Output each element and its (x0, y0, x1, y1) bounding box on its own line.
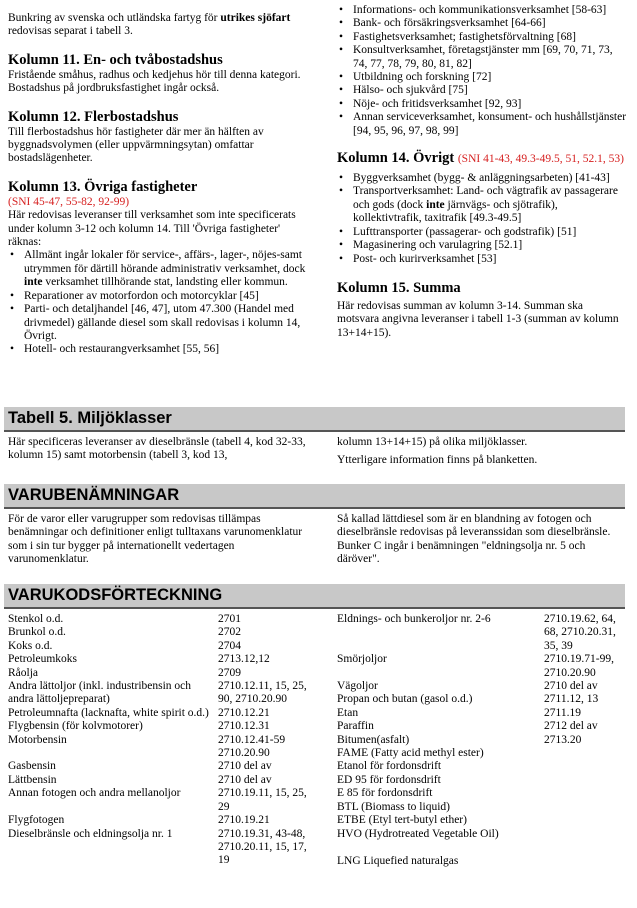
tabell-5-left-text: Här specificeras leveranser av dieselbränsle (tabell 4, kod 32-33, kolumn 15) samt motorbensin (tabell 3, kod 13, (8, 436, 306, 462)
table-row (337, 774, 627, 787)
product-name: Etanol för fordonsdrift (337, 760, 442, 773)
list-item: • Annan serviceverksamhet, konsument- och hushållstjänster [94, 95, 96, 97, 98, 99] (337, 111, 627, 138)
kolumn-12-text: Till flerbostadshus hör fastigheter där mer än hälften av byggnadsvolymen (eller uppvärmningsytan) omfattar bostadslägenheter. (8, 125, 264, 165)
table-row (8, 680, 308, 707)
table-row (8, 814, 308, 827)
list-item: • Nöje- och fritidsverksamhet [92, 93] (337, 98, 627, 111)
tabell-5-header (4, 407, 625, 432)
product-code: 2713.20 (544, 733, 582, 746)
product-name: Bitumen(asfalt) (337, 733, 410, 746)
varukod-table-right (337, 613, 627, 841)
product-name: Andra lättoljor (inkl. industribensin och andra lättoljepreparat) (8, 680, 192, 706)
product-name: Stenkol o.d. (8, 613, 64, 625)
product-name: Annan fotogen och andra mellanoljor (8, 787, 181, 800)
product-name: Råolja (8, 666, 39, 679)
table-row (8, 760, 308, 773)
kolumn-15-text: Här redovisas summan av kolumn 3-14. Summan ska motsvara angivna leveranser i tabell 1-3 (summan av kolumn 13+14+15). (337, 299, 619, 339)
product-code (544, 814, 627, 827)
table-row (8, 653, 308, 666)
product-code (544, 828, 627, 841)
kolumn-13-heading: Kolumn 13. Övriga fastigheter (8, 178, 198, 195)
table-row (337, 653, 627, 680)
product-code (544, 801, 627, 814)
varukodsforteckning-header (4, 584, 625, 609)
list-item: • Byggverksamhet (bygg- & anläggningsarbeten) [41-43] (337, 172, 627, 185)
product-name: FAME (Fatty acid methyl ester) (337, 747, 484, 760)
varubenamningar-right-text: Så kallad lättdiesel som är en blandning av fotogen och dieselbränsle redovisas på leveranssidan som dieselbränsle. Bunker C ingår i benämningen "eldningsolja nr. 5 och däröver". (337, 513, 611, 566)
lng-item: LNG Liquefied naturalgas (337, 854, 459, 867)
table-row (8, 626, 308, 639)
product-name: Petroleumkoks (8, 653, 77, 666)
product-code: 2710.12.21 (218, 706, 270, 719)
varukod-table-left (8, 613, 308, 868)
product-code (544, 747, 627, 760)
table-row (8, 734, 308, 761)
product-code: 2709 (218, 666, 241, 679)
varukod-right-block (337, 613, 627, 868)
list-item: • Bank- och försäkringsverksamhet [64-66] (337, 17, 627, 30)
section-heading: VARUBENÄMNINGAR (8, 486, 180, 504)
product-code: 2711.12, 13 (544, 693, 599, 706)
kolumn-14-heading: Kolumn 14. Övrigt (SNI 41-43, 49.3-49.5, 51, 52.1, 53) (337, 150, 624, 167)
list-item: • Magasinering och varulagring [52.1] (337, 239, 627, 252)
product-code: 2710.12.11, 15, 25, 90, 2710.20.90 (218, 680, 307, 706)
kolumn-14-list (337, 172, 627, 266)
product-code: 2710 del av (544, 680, 598, 693)
product-name: Gasbensin (8, 760, 56, 773)
kolumn-13-sni: (SNI 45-47, 55-82, 92-99) (8, 195, 130, 208)
table-row (337, 760, 627, 773)
table-row (8, 787, 308, 814)
section-heading: VARUKODSFÖRTECKNING (8, 586, 223, 604)
table-row (337, 814, 627, 827)
kolumn-11-text: Fristående småhus, radhus och kedjehus hör till denna kategori. Bostadshus på jordbruksfastighet ingår också. (8, 68, 301, 95)
kolumn-15-heading: Kolumn 15. Summa (337, 279, 461, 296)
table-row (337, 747, 627, 760)
kolumn-13-list (8, 249, 308, 356)
left-column (8, 12, 308, 357)
list-item: • Parti- och detaljhandel [46, 47], utom 47.300 (Handel med drivmedel) gällande diesel som skall redovisas i kolumn 14, Övrigt. (8, 303, 308, 343)
product-name: Petroleumnafta (lacknafta, white spirit o.d.) (8, 706, 209, 719)
varubenamningar-header (4, 484, 625, 509)
product-code: 2710 del av (218, 760, 272, 773)
product-name: Koks o.d. (8, 639, 53, 652)
table-row (8, 707, 308, 720)
list-item: • Transportverksamhet: Land- och vägtrafik av passagerare och gods (dock inte järnvägs- och sjötrafik), kollektivtrafik, taxitrafik [49.3-49.5] (337, 185, 627, 225)
table-row (8, 613, 308, 626)
table-row (8, 667, 308, 680)
product-name: Brunkol o.d. (8, 626, 66, 639)
list-item: • Konsultverksamhet, företagstjänster mm [69, 70, 71, 73, 74, 77, 78, 79, 80, 81, 82] (337, 44, 627, 71)
table-row (337, 693, 627, 706)
product-name: Vägoljor (337, 680, 378, 693)
list-item: • Hotell- och restaurangverksamhet [55, 56] (8, 343, 308, 356)
table-row (337, 720, 627, 733)
product-name: HVO (Hydrotreated Vegetable Oil) (337, 827, 499, 840)
list-item: • Utbildning och forskning [72] (337, 71, 627, 84)
table-row (337, 787, 627, 800)
product-code (544, 787, 627, 800)
table-row (8, 828, 308, 868)
product-name: Eldnings- och bunkeroljor nr. 2-6 (337, 613, 491, 625)
list-item: • Hälso- och sjukvård [75] (337, 84, 627, 97)
product-name: BTL (Biomass to liquid) (337, 800, 450, 813)
bunkring-text: Bunkring av svenska och utländska fartyg för utrikes sjöfart redovisas separat i tabell 3. (8, 12, 291, 38)
table-row (337, 707, 627, 720)
product-code (544, 774, 627, 787)
product-code: 2710.19.11, 15, 25, 29 (218, 787, 307, 813)
kolumn-12-heading: Kolumn 12. Flerbostadshus (8, 108, 179, 125)
product-code (544, 760, 627, 773)
table-row (8, 774, 308, 787)
tabell-5-right-line-1: kolumn 13+14+15) på olika miljöklasser. (337, 436, 528, 448)
product-code: 2711.19 (544, 706, 581, 719)
product-name: E 85 för fordonsdrift (337, 787, 433, 800)
list-item: • Allmänt ingår lokaler för service-, affärs-, lager-, nöjes-samt utrymmen för därtill hörande administrativ verksamhet, dock inte verksamhet tillhörande stat, landsting eller kommun. (8, 249, 308, 289)
kolumn-13-list-continued (337, 4, 627, 138)
product-name: Etan (337, 706, 359, 719)
product-name: Lättbensin (8, 773, 57, 786)
product-name: Paraffin (337, 720, 374, 733)
product-code: 2710.19.62, 64, 68, 2710.20.31, 35, 39 (544, 613, 616, 652)
product-name: ED 95 för fordonsdrift (337, 773, 441, 786)
table-row (8, 640, 308, 653)
table-row (337, 828, 627, 841)
varubenamningar-left-text: För de varor eller varugrupper som redovisas tillämpas benämningar och definitioner enligt tulltaxans varunomenklatur som i sin tur bygger på internationellt vedertagen varunomenklatur. (8, 513, 303, 566)
product-name: Flygfotogen (8, 814, 65, 827)
right-column (337, 4, 627, 340)
kolumn-13-text: Här redovisas leveranser till verksamhet som inte specificerats under kolumn 3-12 och kolumn 14. Till 'Övriga fastigheter' räknas: (8, 209, 296, 249)
product-code: 2710.19.71-99, 2710.20.90 (544, 653, 614, 679)
list-item: • Informations- och kommunikationsverksamhet [58-63] (337, 4, 627, 17)
list-item: • Lufttransporter (passagerar- och godstrafik) [51] (337, 226, 627, 239)
list-item: • Post- och kurirverksamhet [53] (337, 253, 627, 266)
product-name: Dieselbränsle och eldningsolja nr. 1 (8, 827, 173, 840)
product-code: 2710.12.41-59 2710.20.90 (218, 733, 286, 760)
tabell-5-right-text (337, 436, 627, 468)
table-row (8, 720, 308, 733)
product-name: Propan och butan (gasol o.d.) (337, 693, 473, 706)
product-code: 2713.12,12 (218, 653, 270, 666)
product-code: 2701 (218, 613, 241, 625)
table-row (337, 801, 627, 814)
product-code: 2710.19.21 (218, 814, 270, 827)
section-heading: Tabell 5. Miljöklasser (8, 409, 172, 427)
table-row (337, 680, 627, 693)
table-row (337, 734, 627, 747)
kolumn-11-heading: Kolumn 11. En- och tvåbostadshus (8, 51, 223, 68)
product-name: Motorbensin (8, 733, 67, 746)
product-name: Flygbensin (för kolvmotorer) (8, 720, 143, 733)
product-code: 2710 del av (218, 773, 272, 786)
product-code: 2704 (218, 639, 241, 652)
tabell-5-right-line-2: Ytterligare information finns på blanketten. (337, 454, 538, 467)
product-code: 2702 (218, 626, 241, 639)
product-code: 2710.19.31, 43-48, 2710.20.11, 15, 17, 19 (218, 827, 307, 867)
product-code: 2712 del av (544, 720, 598, 733)
table-row (337, 613, 627, 653)
list-item: • Fastighetsverksamhet; fastighetsförvaltning [68] (337, 31, 627, 44)
product-name: ETBE (Etyl tert-butyl ether) (337, 814, 467, 827)
product-code: 2710.12.31 (218, 720, 270, 733)
list-item: • Reparationer av motorfordon och motorcyklar [45] (8, 290, 308, 303)
product-name: Smörjoljor (337, 653, 387, 666)
